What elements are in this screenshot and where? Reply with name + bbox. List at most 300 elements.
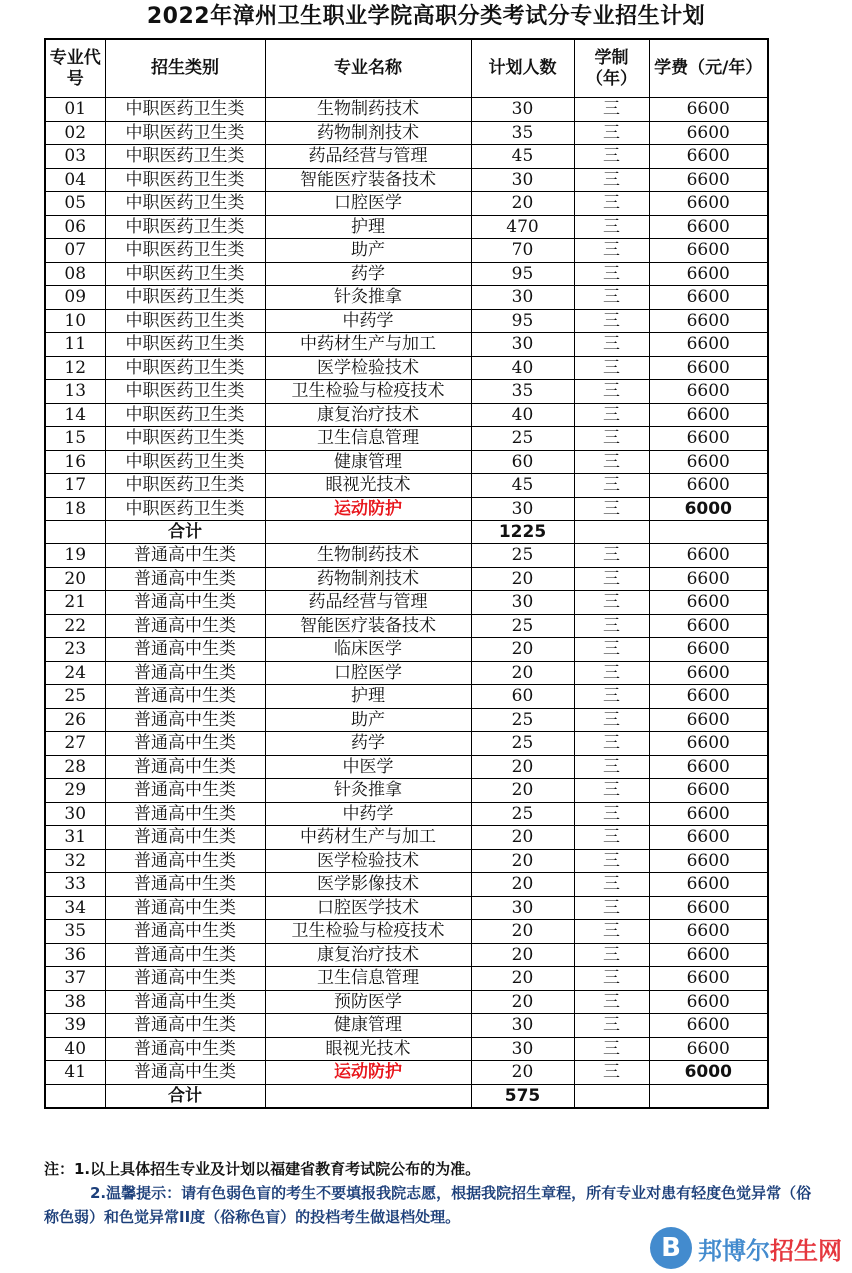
cell-category: 中职医药卫生类 [105,98,265,122]
cell-category: 普通高中生类 [105,544,265,568]
cell-name: 中药学 [265,802,471,826]
cell-years: 三 [574,121,649,145]
table-row [45,286,768,310]
cell-years: 三 [574,943,649,967]
total-row [45,1084,768,1108]
cell-code: 08 [45,262,105,286]
cell-plan: 30 [471,1014,574,1038]
cell-plan: 25 [471,544,574,568]
cell-years: 三 [574,826,649,850]
cell-fee: 6600 [649,638,768,662]
table-row [45,1014,768,1038]
cell-name: 护理 [265,215,471,239]
cell-code: 27 [45,732,105,756]
cell-name: 卫生检验与检疫技术 [265,380,471,404]
table-row [45,802,768,826]
cell-category: 中职医药卫生类 [105,450,265,474]
cell-category: 普通高中生类 [105,1061,265,1085]
cell-fee: 6600 [649,403,768,427]
cell-name: 医学检验技术 [265,356,471,380]
cell-plan: 20 [471,967,574,991]
cell-category: 中职医药卫生类 [105,333,265,357]
cell-category: 普通高中生类 [105,990,265,1014]
cell-fee: 6600 [649,544,768,568]
cell-category: 普通高中生类 [105,708,265,732]
cell-plan: 20 [471,990,574,1014]
cell-years: 三 [574,1014,649,1038]
cell-years: 三 [574,497,649,521]
cell-category: 普通高中生类 [105,614,265,638]
cell-plan: 25 [471,732,574,756]
cell-category: 普通高中生类 [105,826,265,850]
header-years: 学制（年） [574,39,649,98]
cell-category: 普通高中生类 [105,1014,265,1038]
cell-code: 40 [45,1037,105,1061]
cell-fee: 6600 [649,591,768,615]
table-row [45,427,768,451]
cell-name: 健康管理 [265,450,471,474]
table-row [45,474,768,498]
cell-code: 41 [45,1061,105,1085]
cell-plan: 20 [471,661,574,685]
cell-code: 05 [45,192,105,216]
cell-name: 中医学 [265,755,471,779]
cell-name: 中药材生产与加工 [265,826,471,850]
page-title: 2022年漳州卫生职业学院高职分类考试分专业招生计划 [146,4,706,29]
cell-category: 中职医药卫生类 [105,356,265,380]
cell-code: 32 [45,849,105,873]
cell-years: 三 [574,638,649,662]
cell-fee: 6600 [649,779,768,803]
cell-code: 33 [45,873,105,897]
cell-name: 助产 [265,239,471,263]
cell-code: 26 [45,708,105,732]
cell-fee: 6600 [649,145,768,169]
header-fee: 学费（元/年） [649,39,768,98]
cell-category: 普通高中生类 [105,943,265,967]
cell-plan: 30 [471,896,574,920]
cell-code: 36 [45,943,105,967]
cell-years: 三 [574,849,649,873]
cell-code: 24 [45,661,105,685]
cell-fee: 6600 [649,356,768,380]
cell-plan: 20 [471,779,574,803]
cell-years: 三 [574,262,649,286]
cell-code: 13 [45,380,105,404]
cell-name: 运动防护 [265,497,471,521]
cell-years: 三 [574,168,649,192]
cell-plan: 30 [471,168,574,192]
cell-years: 三 [574,614,649,638]
cell-name: 康复治疗技术 [265,403,471,427]
cell-fee: 6000 [649,497,768,521]
cell-category: 普通高中生类 [105,873,265,897]
cell-name: 眼视光技术 [265,474,471,498]
cell-plan: 70 [471,239,574,263]
cell-plan: 20 [471,192,574,216]
cell-years: 三 [574,427,649,451]
cell-fee: 6600 [649,192,768,216]
cell-plan: 40 [471,403,574,427]
cell-years: 三 [574,333,649,357]
table-row [45,849,768,873]
table-row [45,614,768,638]
cell-code: 34 [45,896,105,920]
table-row [45,755,768,779]
cell-category: 中职医药卫生类 [105,380,265,404]
table-header-row [45,39,768,98]
table-row [45,591,768,615]
cell-name: 康复治疗技术 [265,943,471,967]
note-1: 注：1.以上具体招生专业及计划以福建省教育考试院公布的为准。 [44,1160,481,1178]
cell-fee: 6600 [649,826,768,850]
cell-years: 三 [574,309,649,333]
table-row [45,239,768,263]
cell-name: 健康管理 [265,1014,471,1038]
cell-fee: 6600 [649,990,768,1014]
cell-code: 12 [45,356,105,380]
cell-code: 19 [45,544,105,568]
cell-fee: 6600 [649,732,768,756]
cell-category: 普通高中生类 [105,849,265,873]
cell-name: 中药学 [265,309,471,333]
cell-code: 20 [45,567,105,591]
cell-years: 三 [574,990,649,1014]
cell-years: 三 [574,474,649,498]
cell-code: 16 [45,450,105,474]
table-row [45,168,768,192]
group1-body [45,98,768,521]
cell-fee: 6600 [649,286,768,310]
cell-years: 三 [574,920,649,944]
cell-plan: 20 [471,873,574,897]
cell-years: 三 [574,802,649,826]
cell-plan: 30 [471,497,574,521]
cell-plan: 60 [471,685,574,709]
enrollment-plan-table [44,38,769,1109]
cell-name: 智能医疗装备技术 [265,614,471,638]
cell-plan: 25 [471,708,574,732]
cell-category: 中职医药卫生类 [105,168,265,192]
cell-years: 三 [574,896,649,920]
table-row [45,1061,768,1085]
table-row [45,732,768,756]
cell-category: 普通高中生类 [105,920,265,944]
total-row [45,521,768,544]
cell-category: 普通高中生类 [105,967,265,991]
cell-fee: 6600 [649,755,768,779]
cell-years: 三 [574,98,649,122]
note-2-text: 2.温馨提示：请有色弱色盲的考生不要填报我院志愿，根据我院招生章程，所有专业对患有轻度色觉异常（俗称色弱）和色觉异常II度（俗称色盲）的投档考生做退档处理。 [44,1184,812,1226]
header-category: 招生类别 [105,39,265,98]
table-row [45,192,768,216]
cell-name: 针灸推拿 [265,779,471,803]
table-row [45,544,768,568]
cell-years: 三 [574,661,649,685]
cell-name: 药物制剂技术 [265,567,471,591]
cell-plan: 40 [471,356,574,380]
cell-name: 运动防护 [265,1061,471,1085]
cell-years: 三 [574,356,649,380]
cell-plan: 20 [471,1061,574,1085]
table-row [45,145,768,169]
table-row [45,121,768,145]
cell-plan: 95 [471,262,574,286]
cell-plan: 95 [471,309,574,333]
group2-body [45,544,768,1085]
cell-fee: 6000 [649,1061,768,1085]
cell-category: 中职医药卫生类 [105,427,265,451]
cell-fee: 6600 [649,121,768,145]
cell-name: 药物制剂技术 [265,121,471,145]
cell-fee: 6600 [649,967,768,991]
cell-name: 临床医学 [265,638,471,662]
cell-category: 普通高中生类 [105,779,265,803]
cell-plan: 30 [471,286,574,310]
cell-category: 中职医药卫生类 [105,309,265,333]
header-code: 专业代号 [45,39,105,98]
cell-plan: 30 [471,1037,574,1061]
cell-category: 普通高中生类 [105,661,265,685]
table-row [45,450,768,474]
cell-category: 普通高中生类 [105,1037,265,1061]
cell-fee: 6600 [649,1037,768,1061]
cell-fee: 6600 [649,661,768,685]
cell-plan: 470 [471,215,574,239]
cell-category: 普通高中生类 [105,755,265,779]
cell-fee: 6600 [649,849,768,873]
cell-plan: 45 [471,145,574,169]
cell-years: 三 [574,755,649,779]
cell-plan: 35 [471,380,574,404]
table-row [45,403,768,427]
table-row [45,943,768,967]
cell-name: 药品经营与管理 [265,145,471,169]
cell-fee: 6600 [649,450,768,474]
table-row [45,990,768,1014]
cell-years: 三 [574,450,649,474]
cell-fee: 6600 [649,333,768,357]
cell-code: 17 [45,474,105,498]
total-value: 1225 [471,521,574,544]
cell-code: 38 [45,990,105,1014]
cell-years: 三 [574,403,649,427]
cell-fee: 6600 [649,708,768,732]
cell-category: 中职医药卫生类 [105,286,265,310]
cell-code: 11 [45,333,105,357]
cell-name: 口腔医学技术 [265,896,471,920]
cell-name: 口腔医学 [265,661,471,685]
cell-years: 三 [574,239,649,263]
cell-fee: 6600 [649,943,768,967]
table-row [45,1037,768,1061]
cell-name: 助产 [265,708,471,732]
cell-code: 23 [45,638,105,662]
cell-plan: 25 [471,802,574,826]
cell-plan: 20 [471,920,574,944]
cell-name: 预防医学 [265,990,471,1014]
table-row [45,661,768,685]
cell-plan: 60 [471,450,574,474]
table-row [45,567,768,591]
cell-name: 药学 [265,262,471,286]
cell-category: 普通高中生类 [105,638,265,662]
cell-years: 三 [574,779,649,803]
cell-years: 三 [574,685,649,709]
cell-plan: 30 [471,591,574,615]
cell-years: 三 [574,732,649,756]
cell-plan: 30 [471,98,574,122]
table-row [45,497,768,521]
cell-category: 普通高中生类 [105,896,265,920]
table-row [45,356,768,380]
cell-code: 14 [45,403,105,427]
cell-plan: 30 [471,333,574,357]
cell-category: 普通高中生类 [105,732,265,756]
total-label: 合计 [105,521,265,544]
cell-plan: 20 [471,849,574,873]
cell-fee: 6600 [649,168,768,192]
cell-name: 生物制药技术 [265,544,471,568]
cell-code: 25 [45,685,105,709]
cell-plan: 35 [471,121,574,145]
note-2 [44,1181,824,1229]
cell-code: 04 [45,168,105,192]
cell-fee: 6600 [649,802,768,826]
cell-category: 普通高中生类 [105,567,265,591]
table-row [45,967,768,991]
cell-years: 三 [574,1061,649,1085]
total-label: 合计 [105,1084,265,1108]
cell-category: 中职医药卫生类 [105,215,265,239]
cell-name: 生物制药技术 [265,98,471,122]
cell-code: 02 [45,121,105,145]
cell-code: 06 [45,215,105,239]
site-watermark [650,1227,842,1269]
cell-code: 22 [45,614,105,638]
cell-code: 30 [45,802,105,826]
cell-category: 中职医药卫生类 [105,474,265,498]
cell-category: 中职医药卫生类 [105,403,265,427]
cell-name: 智能医疗装备技术 [265,168,471,192]
cell-code: 01 [45,98,105,122]
cell-code: 29 [45,779,105,803]
cell-category: 中职医药卫生类 [105,145,265,169]
cell-name: 卫生检验与检疫技术 [265,920,471,944]
cell-years: 三 [574,591,649,615]
cell-plan: 20 [471,638,574,662]
cell-category: 中职医药卫生类 [105,262,265,286]
cell-category: 普通高中生类 [105,685,265,709]
cell-fee: 6600 [649,215,768,239]
table-row [45,779,768,803]
cell-code: 10 [45,309,105,333]
cell-fee: 6600 [649,896,768,920]
watermark-text: 邦博尔招生网 [698,1236,842,1265]
cell-fee: 6600 [649,920,768,944]
table-row [45,309,768,333]
cell-plan: 20 [471,567,574,591]
cell-name: 药学 [265,732,471,756]
cell-fee: 6600 [649,567,768,591]
cell-code: 35 [45,920,105,944]
cell-years: 三 [574,1037,649,1061]
cell-category: 普通高中生类 [105,591,265,615]
cell-years: 三 [574,215,649,239]
cell-plan: 45 [471,474,574,498]
cell-name: 针灸推拿 [265,286,471,310]
group2-total [45,1084,768,1108]
cell-code: 21 [45,591,105,615]
cell-category: 中职医药卫生类 [105,121,265,145]
cell-code: 39 [45,1014,105,1038]
cell-name: 医学检验技术 [265,849,471,873]
table-row [45,262,768,286]
group1-total [45,521,768,544]
cell-category: 中职医药卫生类 [105,497,265,521]
cell-name: 医学影像技术 [265,873,471,897]
cell-category: 普通高中生类 [105,802,265,826]
cell-plan: 20 [471,826,574,850]
cell-code: 18 [45,497,105,521]
cell-fee: 6600 [649,427,768,451]
cell-fee: 6600 [649,873,768,897]
table-row [45,380,768,404]
table-row [45,638,768,662]
cell-code: 15 [45,427,105,451]
cell-plan: 25 [471,427,574,451]
cell-name: 药品经营与管理 [265,591,471,615]
total-value: 575 [471,1084,574,1108]
cell-name: 眼视光技术 [265,1037,471,1061]
cell-code: 37 [45,967,105,991]
cell-years: 三 [574,380,649,404]
table-row [45,896,768,920]
cell-years: 三 [574,544,649,568]
cell-fee: 6600 [649,614,768,638]
cell-name: 卫生信息管理 [265,427,471,451]
cell-fee: 6600 [649,309,768,333]
cell-name: 护理 [265,685,471,709]
table-row [45,98,768,122]
cell-years: 三 [574,708,649,732]
table-row [45,215,768,239]
cell-plan: 20 [471,755,574,779]
cell-fee: 6600 [649,380,768,404]
cell-name: 口腔医学 [265,192,471,216]
table-row [45,685,768,709]
logo-icon: B [650,1227,692,1269]
cell-years: 三 [574,567,649,591]
table-row [45,708,768,732]
cell-code: 28 [45,755,105,779]
cell-fee: 6600 [649,239,768,263]
cell-years: 三 [574,145,649,169]
cell-code: 07 [45,239,105,263]
cell-years: 三 [574,192,649,216]
cell-code: 09 [45,286,105,310]
table-row [45,333,768,357]
cell-category: 中职医药卫生类 [105,239,265,263]
cell-code: 31 [45,826,105,850]
table-row [45,826,768,850]
cell-fee: 6600 [649,474,768,498]
cell-code: 03 [45,145,105,169]
table-row [45,920,768,944]
cell-years: 三 [574,286,649,310]
cell-fee: 6600 [649,1014,768,1038]
cell-name: 中药材生产与加工 [265,333,471,357]
